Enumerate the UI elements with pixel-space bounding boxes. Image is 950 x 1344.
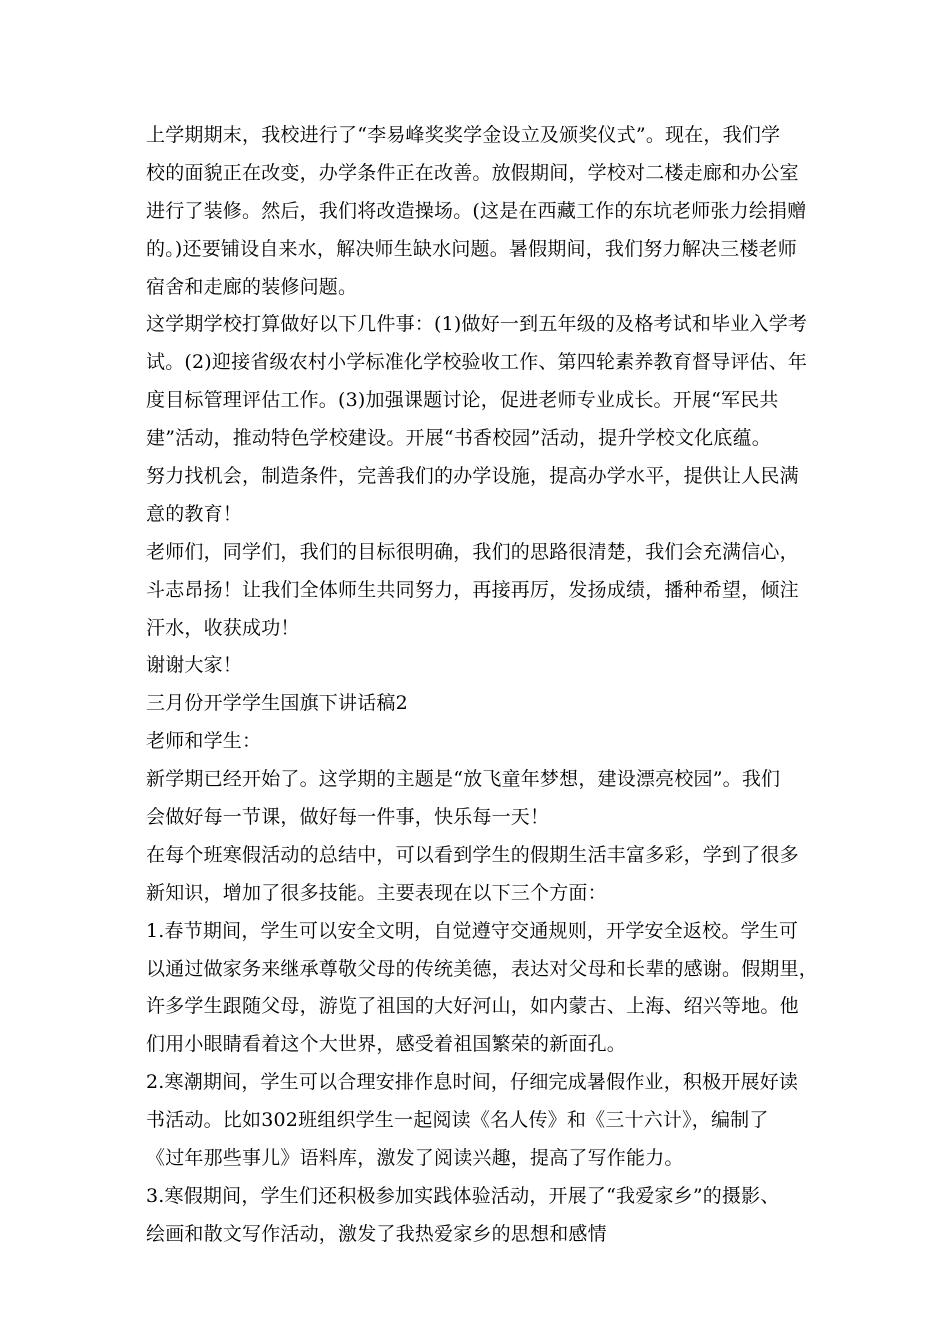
text-line: 以通过做家务来继承尊敬父母的传统美德，表达对父母和长辈的感谢。假期里， xyxy=(146,957,819,980)
text-line: 校的面貌正在改变，办学条件正在改善。放假期间，学校对二楼走廊和办公室 xyxy=(146,161,799,184)
text-line: 新学期已经开始了。这学期的主题是“放飞童年梦想，建设漂亮校园”。我们 xyxy=(146,768,781,791)
text-line: 会做好每一节课，做好每一件事，快乐每一天！ xyxy=(146,806,550,829)
text-line: 这学期学校打算做好以下几件事：(1)做好一到五年级的及格考试和毕业入学考 xyxy=(146,313,808,336)
text-line: 们用小眼睛看着这个大世界，感受着祖国繁荣的新面孔。 xyxy=(146,1033,627,1056)
text-line: 老师们，同学们，我们的目标很明确，我们的思路很清楚，我们会充满信心， xyxy=(146,540,799,563)
text-line: 书活动。比如302班组织学生一起阅读《名人传》和《三十六计》，编制了 xyxy=(146,1109,769,1132)
text-line: 建”活动，推动特色学校建设。开展“书香校园”活动，提升学校文化底蕴。 xyxy=(146,427,771,450)
text-line: 新知识，增加了很多技能。主要表现在以下三个方面： xyxy=(146,881,607,904)
text-line: 1.春节期间，学生可以安全文明，自觉遵守交通规则，开学安全返校。学生可 xyxy=(146,919,799,942)
text-line: 度目标管理评估工作。(3)加强课题讨论，促进老师专业成长。开展“军民共 xyxy=(146,389,779,412)
text-line: 进行了装修。然后，我们将改造操场。(这是在西藏工作的东坑老师张力绘捐赠 xyxy=(146,199,807,222)
text-line: 意的教育！ xyxy=(146,502,243,525)
text-line: 上学期期末，我校进行了“李易峰奖奖学金设立及颁奖仪式”。现在，我们学 xyxy=(146,124,781,146)
text-line: 在每个班寒假活动的总结中，可以看到学生的假期生活丰富多彩，学到了很多 xyxy=(146,843,799,866)
text-line: 谢谢大家！ xyxy=(146,654,243,677)
text-line: 2.寒潮期间，学生可以合理安排作息时间，仔细完成暑假作业，积极开展好读 xyxy=(146,1071,799,1094)
text-line: 绘画和散文写作活动，激发了我热爱家乡的思想和感情 xyxy=(146,1222,607,1245)
text-line: 斗志昂扬！让我们全体师生共同努力，再接再厉，发扬成绩，播种希望，倾注 xyxy=(146,578,799,601)
text-line: 《过年那些事儿》语料库，激发了阅读兴趣，提高了写作能力。 xyxy=(146,1147,684,1170)
section-title: 三月份开学学生国旗下讲话稿2 xyxy=(146,692,408,715)
text-line: 许多学生跟随父母，游览了祖国的大好河山，如内蒙古、上海、绍兴等地。他 xyxy=(146,995,799,1018)
salutation: 老师和学生： xyxy=(146,730,262,753)
text-line: 3.寒假期间，学生们还积极参加实践体验活动，开展了“我爱家乡”的摄影、 xyxy=(146,1184,780,1207)
text-line: 努力找机会，制造条件，完善我们的办学设施，提高办学水平，提供让人民满 xyxy=(146,465,799,488)
text-line: 的。)还要铺设自来水，解决师生缺水问题。暑假期间，我们努力解决三楼老师 xyxy=(146,237,797,260)
text-line: 宿舍和走廊的装修问题。 xyxy=(146,275,358,298)
text-line: 试。(2)迎接省级农村小学标准化学校验收工作、第四轮素养教育督导评估、年 xyxy=(146,351,808,374)
text-line: 汗水，收获成功！ xyxy=(146,616,300,639)
document-page xyxy=(146,117,819,1254)
